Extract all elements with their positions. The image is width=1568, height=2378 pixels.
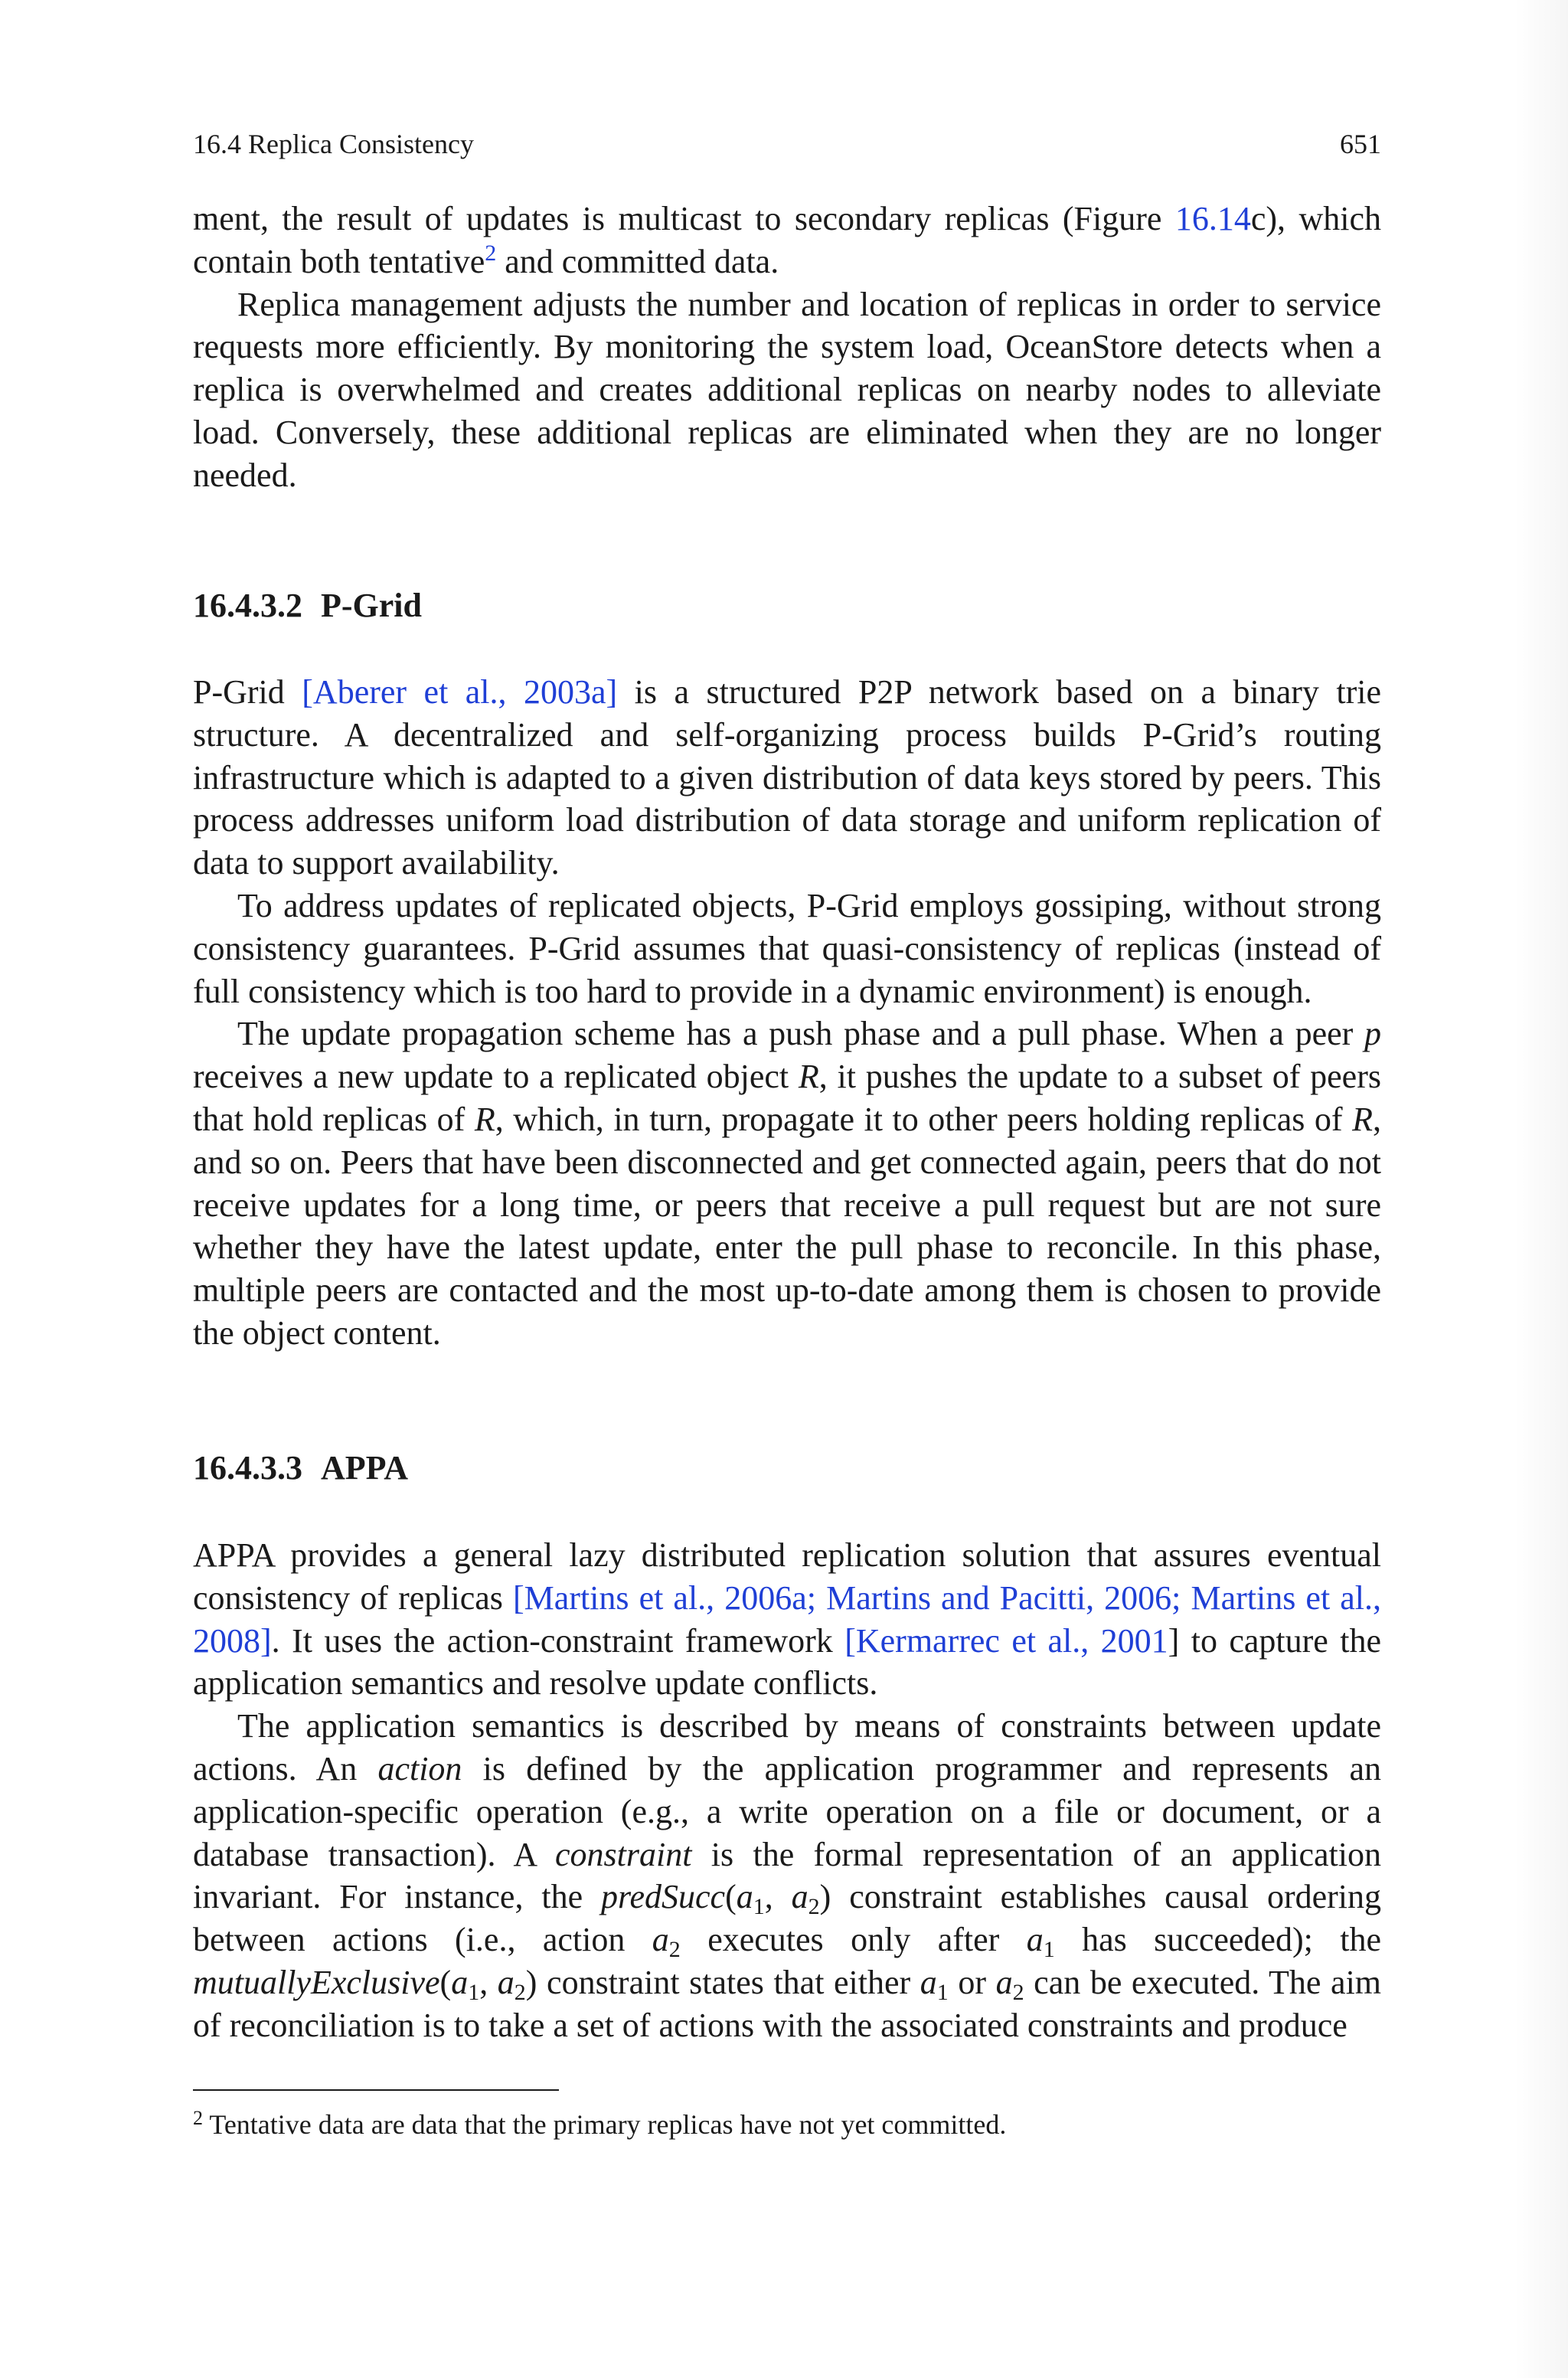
math-function: mutuallyExclusive — [193, 1963, 440, 2001]
pgrid-paragraphs — [193, 671, 1381, 1355]
math-var: a — [736, 1878, 753, 1916]
math-function: predSucc — [601, 1878, 726, 1916]
math-symbol: ( — [725, 1878, 737, 1916]
section-title: P-Grid — [321, 587, 422, 624]
appa-paragraphs — [193, 1534, 1381, 2047]
footnote-divider — [193, 2089, 559, 2091]
text-run: APPA provides a general lazy distributed replication solution that assures eventual consistency of replicas — [193, 1536, 1381, 1617]
section-number: 16.4.3.2 — [193, 587, 302, 624]
math-var: R — [474, 1100, 495, 1138]
paragraph-pgrid-propagation — [193, 1012, 1381, 1354]
term-emphasis: constraint — [555, 1835, 692, 1873]
text-run: is the formal representation of an application invariant. For instance, the — [193, 1835, 1381, 1916]
text-run: has succeeded); the — [1054, 1921, 1381, 1959]
text-run: or — [948, 1963, 996, 2001]
footnote-text: Tentative data are data that the primary replicas have not yet committed. — [203, 2109, 1007, 2140]
math-subscript: 2 — [1012, 1979, 1024, 2005]
math-symbol: ) — [819, 1878, 831, 1916]
math-var: a — [1026, 1921, 1044, 1959]
math-subscript: 1 — [1043, 1937, 1055, 1963]
text-run: receives a new update to a replicated object — [193, 1058, 799, 1096]
section-heading-appa — [193, 1447, 408, 1490]
figure-reference-link[interactable]: 16.14 — [1174, 200, 1251, 237]
page-edge-shadow — [1514, 0, 1568, 2378]
footnote — [193, 2108, 1381, 2141]
section-heading-pgrid — [193, 584, 422, 627]
text-run: The update propagation scheme has a push phase and a pull phase. When a peer — [237, 1015, 1364, 1053]
math-var: p — [1364, 1015, 1381, 1053]
footnote-marker-link[interactable]: 2 — [485, 240, 497, 266]
math-subscript: 2 — [668, 1937, 681, 1963]
math-var: a — [652, 1921, 669, 1959]
citation-link[interactable]: [Martins et al., 2006a; Martins and Pacitti, 2006; Martins et al., 2008] — [193, 1578, 1381, 1660]
math-subscript: 2 — [808, 1894, 820, 1920]
text-run: ] — [1168, 1621, 1180, 1660]
text-run: and committed data. — [496, 242, 779, 280]
text-run: is a structured P2P network based on a binary trie structure. A decentralized and self-organizing process builds P-Grid’s routing infrastructure which is adapted to a given distribution of data keys stored by peers. This process addresses uniform load distribution of data storage and uniform replication of data to support availability. — [193, 673, 1382, 882]
term-emphasis: action — [377, 1749, 462, 1788]
text-run: , and so on. Peers that have been disconnected and get connected again, peers that do not receive updates for a long time, or peers that receive a pull request but are not sure whether they have the latest update, enter the pull phase to reconcile. In this phase, multiple peers are contacted and the most up-to-date among them is chosen to provide the object content. — [193, 1100, 1381, 1352]
math-var: R — [798, 1058, 819, 1096]
footnote-number: 2 — [193, 2107, 203, 2129]
text-run: can be executed. The aim of reconciliation is to take a set of actions with the associated constraints and produce — [193, 1963, 1382, 2044]
text-run: ment, the result of updates is multicast to secondary replicas (Figure — [193, 200, 1175, 237]
math-subscript: 1 — [753, 1894, 765, 1920]
section-number: 16.4.3.3 — [193, 1449, 302, 1487]
text-run: , it pushes the update to a subset of peers that hold replicas of — [193, 1058, 1381, 1138]
math-symbol: ) — [525, 1963, 537, 2001]
text-run: . It uses the action-constraint framework — [271, 1621, 845, 1660]
math-subscript: 2 — [514, 1979, 526, 2005]
opening-paragraphs — [193, 198, 1381, 497]
paragraph-appa-semantics — [193, 1705, 1381, 2046]
page-number: 651 — [1340, 129, 1381, 159]
math-symbol: ( — [439, 1963, 452, 2001]
text-run: P-Grid — [193, 673, 302, 711]
citation-link[interactable]: [Aberer et al., 2003a] — [302, 673, 618, 711]
math-var: a — [451, 1963, 469, 2001]
text-run: constraint states that either — [537, 1963, 920, 2001]
paragraph-replica-management: Replica management adjusts the number and location of replicas in order to service requests more efficiently. By monitoring the system load, OceanStore detects when a replica is overwhelmed and creates additional replicas on nearby nodes to alleviate load. Conversely, these additional replicas are eliminated when they are no longer needed. — [193, 285, 1381, 494]
math-symbol: , — [764, 1878, 792, 1916]
text-run: constraint establishes causal ordering between actions (i.e., action — [193, 1878, 1382, 1959]
section-title: APPA — [321, 1449, 409, 1487]
text-run: c), which contain both tentative — [193, 200, 1381, 280]
math-var: R — [1352, 1100, 1373, 1138]
citation-link[interactable]: [Kermarrec et al., 2001 — [844, 1621, 1168, 1660]
paragraph-appa-intro — [193, 1534, 1381, 1705]
text-run: , which, in turn, propagate it to other peers holding replicas of — [495, 1100, 1353, 1138]
text-run: The application semantics is described by means of constraints between update actions. An — [193, 1707, 1381, 1788]
math-subscript: 1 — [468, 1979, 480, 2005]
text-run: executes only after — [680, 1921, 1027, 1959]
math-var: a — [497, 1963, 514, 2001]
text-run: to capture the application semantics and resolve update conflicts. — [193, 1621, 1381, 1703]
paragraph-continuation — [193, 198, 1381, 283]
math-subscript: 1 — [936, 1979, 949, 2005]
running-head-section: 16.4 Replica Consistency — [193, 129, 474, 159]
math-var: a — [791, 1878, 808, 1916]
math-symbol: , — [479, 1963, 498, 2001]
paragraph-pgrid-intro — [193, 671, 1381, 885]
text-run: is defined by the application programmer and represents an application-specific operation (e.g., a write operation on a file or document, or a database transaction). A — [193, 1749, 1381, 1873]
paragraph-pgrid-gossip: To address updates of replicated objects, P-Grid employs gossiping, without strong consistency guarantees. P-Grid assumes that quasi-consistency of replicas (instead of full consistency which is too hard to provide in a dynamic environment) is enough. — [193, 886, 1381, 1010]
math-var: a — [995, 1963, 1013, 2001]
math-var: a — [920, 1963, 937, 2001]
